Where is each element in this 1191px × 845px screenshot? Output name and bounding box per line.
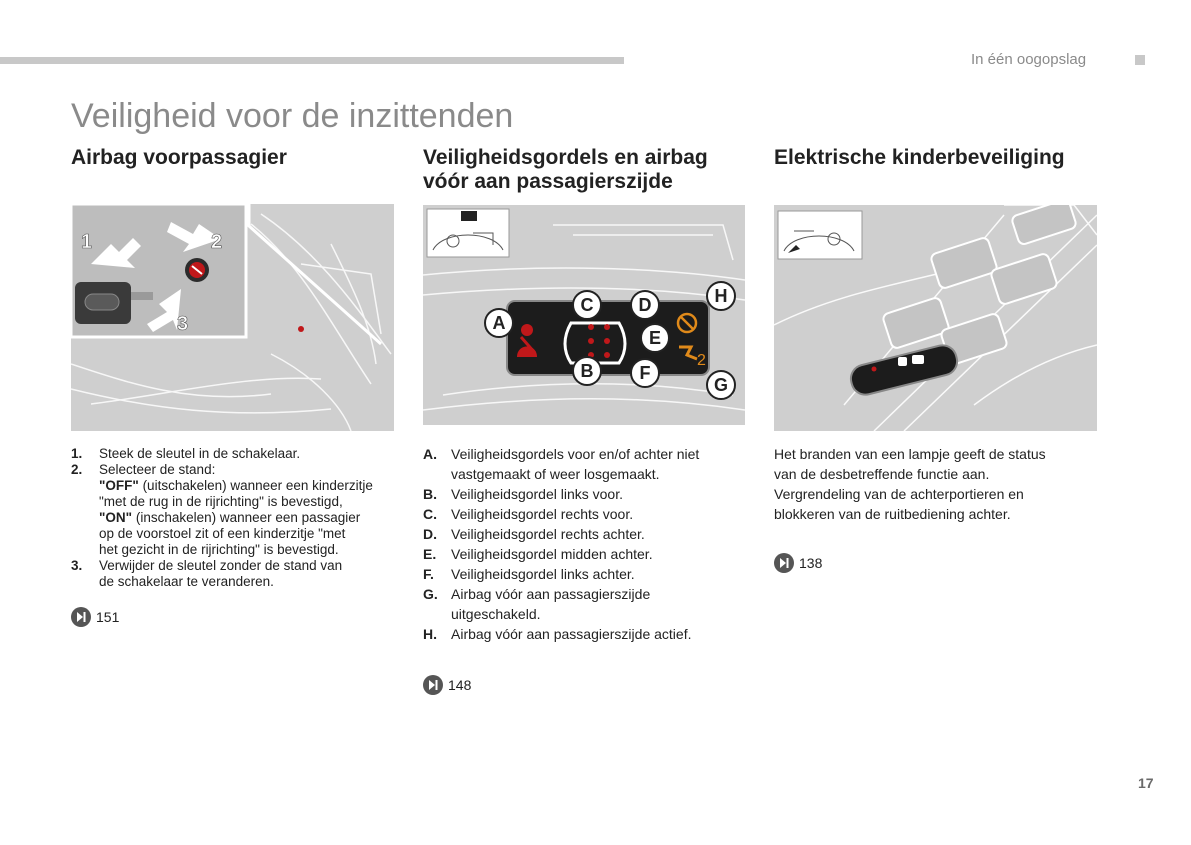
- page-reference-link[interactable]: [774, 553, 822, 573]
- page-reference-icon: [774, 553, 794, 573]
- legend-letter: C.: [423, 506, 437, 522]
- figure-label: 3: [177, 313, 189, 335]
- step-text-line: Selecteer de stand:: [99, 462, 216, 477]
- page-reference-link[interactable]: [423, 675, 471, 695]
- step-text-line: Verwijder de sleutel zonder de stand van: [99, 558, 343, 573]
- step-number: 1.: [71, 446, 83, 461]
- airbag-switch-illustration: [71, 204, 394, 431]
- section-label: In één oogopslag: [971, 51, 1087, 68]
- page-reference-link[interactable]: [71, 607, 119, 627]
- figure-label: F: [639, 363, 651, 383]
- paragraph-line: van de desbetreffende functie aan.: [774, 466, 990, 482]
- legend-letter: E.: [423, 546, 437, 562]
- off-option: [99, 478, 396, 494]
- page-title: Veiligheid voor de inzittenden: [71, 97, 514, 135]
- legend-text: Veiligheidsgordels voor en/of achter niet vastgemaakt of weer losgemaakt.: [451, 446, 700, 482]
- legend-text: Airbag vóór aan passagierszijde uitgeschakeld.: [451, 586, 651, 622]
- column-title-line: vóór aan passagierszijde: [423, 170, 673, 193]
- page-reference-number: 151: [96, 609, 120, 625]
- airbag-steps-list: [71, 446, 396, 590]
- section-marker: [1135, 55, 1145, 65]
- step-text: [99, 558, 396, 590]
- list-item: [71, 462, 396, 558]
- legend-text: Veiligheidsgordel midden achter.: [451, 546, 653, 562]
- step-text-line: de schakelaar te veranderen.: [99, 574, 274, 589]
- figure-label: E: [648, 328, 662, 348]
- off-keyword: "OFF": [99, 478, 139, 493]
- paragraph-line: Vergrendeling van de achterportieren en: [774, 486, 1024, 502]
- step-number: 3.: [71, 558, 83, 573]
- off-text-line: "met de rug in de rijrichting" is bevestigd,: [99, 494, 343, 509]
- page-reference-number: 148: [448, 677, 472, 693]
- list-item: [423, 524, 743, 544]
- paragraph-line: blokkeren van de ruitbediening achter.: [774, 506, 1011, 522]
- step-number: 2.: [71, 462, 83, 477]
- column-title-line: Veiligheidsgordels en airbag: [423, 146, 708, 169]
- figure-small-label: 2: [697, 352, 706, 369]
- legend-letter: B.: [423, 486, 437, 502]
- step-text: Steek de sleutel in de schakelaar.: [99, 446, 301, 461]
- step-text: [99, 462, 396, 558]
- legend-text: Airbag vóór aan passagierszijde actief.: [451, 626, 692, 642]
- legend-letter: D.: [423, 526, 437, 542]
- on-keyword: "ON": [99, 510, 133, 525]
- off-text: (uitschakelen) wanneer een kinderzitje: [142, 478, 373, 493]
- child-lock-description: [774, 444, 1094, 524]
- legend-letter: H.: [423, 626, 437, 642]
- page-reference-icon: [71, 607, 91, 627]
- figure-label: B: [580, 361, 594, 381]
- seatbelt-legend-list: [423, 444, 743, 644]
- legend-letter: A.: [423, 446, 437, 462]
- child-lock-illustration: [774, 205, 1097, 431]
- legend-text: Veiligheidsgordel rechts achter.: [451, 526, 645, 542]
- top-divider-bar: [0, 57, 624, 64]
- list-item: [423, 624, 743, 644]
- page-number: 17: [1138, 775, 1154, 791]
- on-text: (inschakelen) wanneer een passagier: [135, 510, 361, 525]
- on-option: [99, 510, 396, 526]
- page-reference-icon: [423, 675, 443, 695]
- on-text-line: het gezicht in de rijrichting" is bevestigd.: [99, 542, 339, 557]
- column-title-seatbelts: [423, 146, 753, 194]
- figure-label: 1: [81, 231, 93, 253]
- list-item: [71, 558, 396, 590]
- page-reference-number: 138: [799, 555, 823, 571]
- legend-text: Veiligheidsgordel rechts voor.: [451, 506, 634, 522]
- on-text-line: op de voorstoel zit of een kinderzitje "met: [99, 526, 346, 541]
- list-item: [423, 444, 743, 484]
- figure-label: G: [713, 375, 729, 395]
- legend-letter: G.: [423, 586, 438, 602]
- column-title-child-lock: Elektrische kinderbeveiliging: [774, 146, 1065, 169]
- legend-text: Veiligheidsgordel links voor.: [451, 486, 623, 502]
- legend-letter: F.: [423, 566, 434, 582]
- list-item: [423, 484, 743, 504]
- column-title-airbag: Airbag voorpassagier: [71, 146, 287, 169]
- figure-label: 2: [211, 231, 223, 253]
- list-item: [423, 544, 743, 564]
- legend-text: Veiligheidsgordel links achter.: [451, 566, 635, 582]
- figure-label: H: [714, 286, 728, 306]
- list-item: [71, 446, 396, 462]
- figure-label: C: [580, 295, 594, 315]
- list-item: [423, 564, 743, 584]
- seatbelt-warning-illustration: [423, 205, 745, 425]
- paragraph-line: Het branden van een lampje geeft de status: [774, 446, 1046, 462]
- figure-label: D: [638, 295, 652, 315]
- list-item: [423, 504, 743, 524]
- figure-label: A: [492, 313, 506, 333]
- list-item: [423, 584, 743, 624]
